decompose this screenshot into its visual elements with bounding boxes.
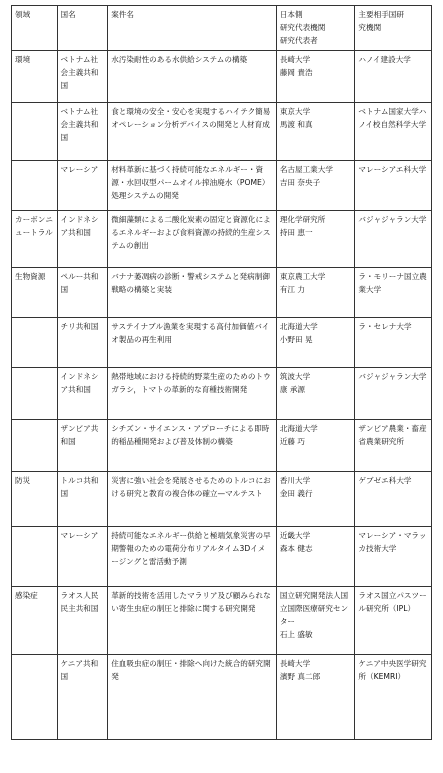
cell-japan-institution-text: 近畿大学 森本 健志 — [279, 531, 313, 553]
cell-japan-institution — [276, 161, 355, 211]
cell-project — [108, 51, 277, 103]
cell-country — [57, 211, 108, 268]
table-row — [12, 420, 432, 472]
cell-country-text: ケニア共和国 — [60, 659, 99, 681]
cell-partner-institution — [355, 51, 432, 103]
table-row — [12, 527, 432, 587]
cell-japan-institution — [276, 318, 355, 368]
cell-partner-institution-text: ラオス国立パスツール研究所（IPL） — [358, 591, 427, 613]
header-japan-institution: 日本側 研究代表機関 研究代表者 — [276, 6, 355, 51]
cell-japan-institution-text: 北海道大学 近藤 巧 — [279, 424, 318, 446]
cell-field — [12, 268, 58, 318]
cell-project-text: 持続可能なエネルギー供給と極端気象災害の早期警報のための電荷分布リアルタイム3Dイメージングと雷活動予測 — [111, 531, 271, 566]
cell-country-text: ラオス人民民主共和国 — [60, 591, 99, 613]
cell-partner-institution — [355, 211, 432, 268]
cell-country — [57, 268, 108, 318]
table-row — [12, 268, 432, 318]
table-row — [12, 368, 432, 420]
cell-japan-institution — [276, 51, 355, 103]
cell-country-text: マレーシア — [60, 165, 99, 174]
cell-partner-institution — [355, 103, 432, 161]
cell-project — [108, 368, 277, 420]
cell-field-text: 生物資源 — [15, 272, 46, 281]
cell-country — [57, 472, 108, 527]
cell-partner-institution-text: ケニア中央医学研究所（KEMRI） — [358, 659, 427, 681]
table-row — [12, 51, 432, 103]
cell-project-text: シチズン・サイエンス・アプローチによる即時的稲品種開発および普及体制の構築 — [111, 424, 270, 446]
cell-field — [12, 318, 58, 368]
cell-project-text: 災害に強い社会を発展させるためのトルコにおける研究と教育の複合体の確立—マルテスト — [111, 476, 271, 498]
cell-country-text: マレーシア — [60, 531, 99, 540]
cell-country-text: ベトナム社会主義共和国 — [60, 55, 99, 90]
cell-partner-institution-text: ラ・モリーナ国立農業大学 — [358, 272, 427, 294]
cell-country — [57, 420, 108, 472]
table-row — [12, 211, 432, 268]
cell-partner-institution — [355, 368, 432, 420]
cell-field — [12, 420, 58, 472]
cell-japan-institution-text: 長崎大学 藤岡 貴浩 — [279, 55, 313, 77]
cell-project-text: 熱帯地域における持続的野菜生産のためのトウガラシ，トマトの革新的な育種技術開発 — [111, 372, 271, 394]
cell-field-text: カーボンニュートラル — [15, 215, 53, 237]
cell-partner-institution-text: ベトナム国家大学ハノイ校自然科学大学 — [358, 107, 427, 129]
cell-japan-institution-text: 東京大学 馬渡 和真 — [279, 107, 313, 129]
cell-japan-institution — [276, 587, 355, 655]
cell-project — [108, 211, 277, 268]
cell-project — [108, 161, 277, 211]
cell-partner-institution-text: ザンビア農業・畜産省農業研究所 — [358, 424, 427, 446]
cell-partner-institution — [355, 587, 432, 655]
cell-japan-institution-text: 理化学研究所 持田 恵一 — [279, 215, 326, 237]
cell-field — [12, 587, 58, 655]
cell-partner-institution-text: バジャジャラン大学 — [358, 215, 427, 224]
cell-partner-institution-text: マレーシアエ科大学 — [358, 165, 427, 174]
cell-japan-institution — [276, 268, 355, 318]
cell-partner-institution-text: ハノイ建設大学 — [358, 55, 411, 64]
cell-project — [108, 318, 277, 368]
cell-field-text: 感染症 — [15, 591, 38, 600]
cell-field — [12, 368, 58, 420]
cell-japan-institution — [276, 103, 355, 161]
cell-country — [57, 368, 108, 420]
table-row — [12, 655, 432, 740]
cell-country — [57, 655, 108, 740]
cell-partner-institution-text: バジャジャラン大学 — [358, 372, 427, 381]
cell-country-text: ベトナム社会主義共和国 — [60, 107, 99, 142]
cell-partner-institution — [355, 420, 432, 472]
header-field: 領域 — [12, 6, 58, 51]
cell-project-text: 水汚染耐性のある水供給システムの構築 — [111, 55, 248, 64]
cell-country-text: インドネシア共和国 — [60, 215, 99, 237]
cell-japan-institution-text: 北海道大学 小野田 晃 — [279, 322, 318, 344]
cell-japan-institution-text: 長崎大学 濱野 真二郎 — [279, 659, 321, 681]
table-body — [12, 51, 432, 740]
table-header-row — [12, 6, 432, 51]
cell-partner-institution-text: マレーシア・マラッカ技術大学 — [358, 531, 427, 553]
cell-country — [57, 161, 108, 211]
cell-japan-institution-text: 香川大学 金田 義行 — [279, 476, 313, 498]
cell-country — [57, 318, 108, 368]
cell-japan-institution — [276, 472, 355, 527]
cell-project-text: 住血吸虫症の制圧・排除へ向けた統合的研究開発 — [111, 659, 271, 681]
cell-project-text: 食と環境の安全・安心を実現するハイテク簡易オペレーション分析デバイスの開発と人材育成 — [111, 107, 271, 129]
cell-japan-institution — [276, 368, 355, 420]
cell-project — [108, 587, 277, 655]
cell-field — [12, 211, 58, 268]
cell-partner-institution — [355, 318, 432, 368]
cell-partner-institution-text: ラ・セレナ大学 — [358, 322, 412, 331]
table-row — [12, 103, 432, 161]
cell-japan-institution — [276, 420, 355, 472]
table-row — [12, 318, 432, 368]
cell-partner-institution-text: ゲブゼエ科大学 — [358, 476, 412, 485]
cell-partner-institution — [355, 268, 432, 318]
cell-project — [108, 268, 277, 318]
cell-country — [57, 103, 108, 161]
cell-field — [12, 161, 58, 211]
cell-partner-institution — [355, 527, 432, 587]
cell-field-text: 防災 — [15, 476, 31, 485]
cell-project — [108, 472, 277, 527]
cell-project — [108, 420, 277, 472]
header-project: 案件名 — [108, 6, 277, 51]
cell-country — [57, 527, 108, 587]
cell-country — [57, 51, 108, 103]
cell-japan-institution — [276, 527, 355, 587]
cell-project — [108, 103, 277, 161]
table-row — [12, 161, 432, 211]
cell-japan-institution — [276, 655, 355, 740]
cell-japan-institution-text: 名古屋工業大学 吉田 奈央子 — [279, 165, 333, 187]
cell-project-text: 革新的技術を活用したマラリア及び顧みられない寄生虫症の制圧と排除に関する研究開発 — [111, 591, 271, 613]
cell-project-text: 微細藻類による二酸化炭素の固定と資源化によるエネルギーおよび食料資源の持続的生産システムの創出 — [111, 215, 271, 250]
cell-field — [12, 51, 58, 103]
cell-field-text: 環境 — [15, 55, 31, 64]
cell-partner-institution — [355, 655, 432, 740]
cell-field — [12, 527, 58, 587]
table-row — [12, 472, 432, 527]
cell-project-text: 材料革新に基づく持続可能なエネルギー・資源・水回収型パームオイル搾油廃水（POME）処理システムの開発 — [111, 165, 270, 200]
cell-partner-institution — [355, 472, 432, 527]
cell-project — [108, 655, 277, 740]
cell-project-text: バナナ萎凋病の診断・警戒システムと発病制御戦略の構築と実装 — [111, 272, 270, 294]
cell-japan-institution-text: 筑波大学 康 承源 — [279, 372, 311, 394]
project-table — [11, 5, 432, 740]
cell-project — [108, 527, 277, 587]
cell-country — [57, 587, 108, 655]
cell-project-text: サステイナブル漁業を実現する高付加価値バイオ製品の再生利用 — [111, 322, 270, 344]
table-row — [12, 587, 432, 655]
cell-japan-institution-text: 東京農工大学 有江 力 — [279, 272, 326, 294]
cell-country-text: ペルー共和国 — [60, 272, 99, 294]
cell-partner-institution — [355, 161, 432, 211]
cell-field — [12, 655, 58, 740]
header-partner-institution: 主要相手国研 究機関 — [355, 6, 432, 51]
cell-country-text: インドネシア共和国 — [60, 372, 99, 394]
cell-country-text: トルコ共和国 — [60, 476, 99, 498]
cell-field — [12, 472, 58, 527]
cell-country-text: ザンビア共和国 — [60, 424, 99, 446]
cell-japan-institution-text: 国立研究開発法人国立国際医療研究センター 石上 盛敏 — [279, 591, 349, 639]
cell-japan-institution — [276, 211, 355, 268]
cell-country-text: チリ共和国 — [60, 322, 99, 331]
header-country: 国名 — [57, 6, 108, 51]
cell-field — [12, 103, 58, 161]
